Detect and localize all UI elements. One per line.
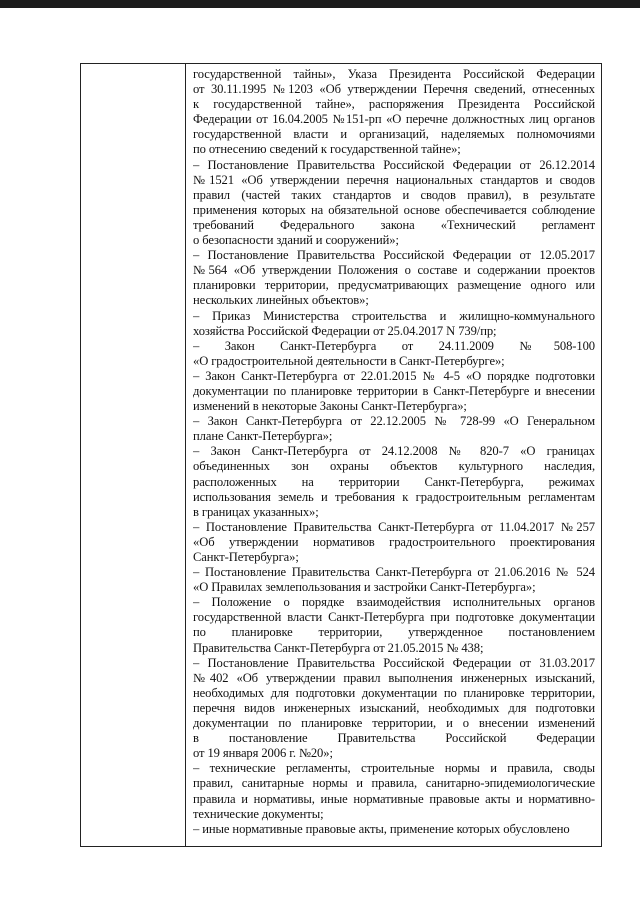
column-divider <box>185 64 186 846</box>
text-line: – Приказ Министерства строительства и жилищно-коммунального <box>193 308 595 323</box>
text-line: по отнесению сведений к государственной тайне»; <box>193 142 461 157</box>
text-line: к государственной тайне», распоряжения Президента Российской <box>193 97 595 112</box>
text-line: – Закон Санкт-Петербурга от 24.11.2009 №508-100 <box>193 338 595 353</box>
text-line: объединенных зон охраны объектов культурного наследия, <box>193 459 595 474</box>
text-line: – Постановление Правительства Санкт-Петербурга от 21.06.2016 № 524 <box>193 565 595 580</box>
text-line: государственной власти и организаций, наделяемых полномочиями <box>193 127 595 142</box>
paragraph <box>193 565 595 595</box>
text-line: «Об утверждении нормативов градостроительного проектирования <box>193 534 595 549</box>
text-line: – Постановление Правительства Российской Федерации от 12.05.2017 <box>193 248 595 263</box>
text-line: – Закон Санкт-Петербурга от 22.01.2015 № 4-5 «О порядке подготовки <box>193 368 595 383</box>
paragraph <box>193 309 595 339</box>
text-line: от 19 января 2006 г. №20»; <box>193 746 333 761</box>
text-line: необходимых для подготовки документации по планировке территории, <box>193 685 595 700</box>
text-line: перечня видов инженерных изысканий, необходимых для подготовки <box>193 700 595 715</box>
text-line: – Постановление Правительства Российской Федерации от 26.12.2014 <box>193 157 595 172</box>
paragraph <box>193 520 595 565</box>
text-line: документации по планировке территории в Санкт-Петербурге и внесении <box>193 383 595 398</box>
paragraph <box>193 414 595 444</box>
text-line: №1521 «Об утверждении перечня национальных стандартов и сводов <box>193 172 595 187</box>
text-line: правила и нормативы, иные нормативные правовые акты и нормативно- <box>193 791 595 806</box>
text-line: государственной тайны», Указа Президента Российской Федерации <box>193 67 595 81</box>
text-line: правил (частей таких стандартов и сводов правил), в результате <box>193 187 595 202</box>
table-text-cell <box>193 67 595 844</box>
paragraph <box>193 339 595 369</box>
text-line: государственной власти Санкт-Петербурга при подготовке документации <box>193 610 595 625</box>
text-line: использования земель и требования к градостроительным регламентам <box>193 489 595 504</box>
paragraph <box>193 369 595 414</box>
text-line: технические документы; <box>193 806 324 821</box>
text-line: – Постановление Правительства Российской Федерации от 31.03.2017 <box>193 655 595 670</box>
text-line: в постановление Правительства Российской Федерации <box>193 731 595 746</box>
paragraph <box>193 822 595 837</box>
paragraph <box>193 158 595 249</box>
text-line: от 30.11.1995 №1203 «Об утверждении Перечня сведений, отнесенных <box>193 82 595 97</box>
text-line: требований Федерального закона «Технический регламент <box>193 217 595 232</box>
text-line: – иные нормативные правовые акты, применение которых обусловлено <box>193 821 570 836</box>
text-line: по планировке территории, утвержденное постановлением <box>193 625 595 640</box>
paragraph <box>193 67 595 158</box>
text-line: «О градостроительной деятельности в Санкт-Петербурге»; <box>193 353 505 368</box>
text-line: Санкт-Петербурга»; <box>193 550 299 564</box>
text-line: плане Санкт-Петербурга»; <box>193 429 333 444</box>
text-line: правил, санитарные нормы и правила, санитарно-эпидемиологические <box>193 776 595 791</box>
paragraph <box>193 248 595 308</box>
text-line: – технические регламенты, строительные нормы и правила, своды <box>193 761 595 776</box>
text-line: о безопасности зданий и сооружений»; <box>193 233 399 248</box>
paragraph <box>193 656 595 762</box>
text-line: – Положение о порядке взаимодействия исполнительных органов <box>193 595 595 610</box>
text-line: нескольких линейных объектов»; <box>193 293 369 308</box>
text-line: №564 «Об утверждении Положения о составе и содержании проектов <box>193 263 595 278</box>
text-line: применения которых на обязательной основе обеспечивается соблюдение <box>193 202 595 217</box>
text-line: документации по планировке территории, и о внесении изменений <box>193 716 595 731</box>
text-line: – Постановление Правительства Санкт-Петербурга от 11.04.2017 №257 <box>193 519 595 534</box>
text-line: №402 «Об утверждении правил выполнения инженерных изысканий, <box>193 670 595 685</box>
text-line: Федерации от 16.04.2005 №151-рп «О перечне должностных лиц органов <box>193 112 595 127</box>
text-line: планировки территории, предусматривающих размещение одного или <box>193 278 595 293</box>
paragraph <box>193 595 595 655</box>
paragraph <box>193 761 595 821</box>
text-line: расположенных на территории Санкт-Петербурга, режимах <box>193 474 595 489</box>
text-line: «О Правилах землепользования и застройки Санкт-Петербурга»; <box>193 580 536 595</box>
text-line: – Закон Санкт-Петербурга от 24.12.2008 № 820-7 «О границах <box>193 444 595 459</box>
text-line: в границах указанных»; <box>193 504 319 519</box>
top-scan-border <box>0 0 640 8</box>
text-line: – Закон Санкт-Петербурга от 22.12.2005 № 728-99 «О Генеральном <box>193 414 595 429</box>
text-line: Правительства Санкт-Петербурга от 21.05.2015 № 438; <box>193 640 484 655</box>
text-line: изменений в некоторые Законы Санкт-Петербурга»; <box>193 399 467 414</box>
paragraph <box>193 444 595 519</box>
document-table <box>80 63 602 847</box>
text-line: хозяйства Российской Федерации от 25.04.2017 N 739/пр; <box>193 323 497 338</box>
